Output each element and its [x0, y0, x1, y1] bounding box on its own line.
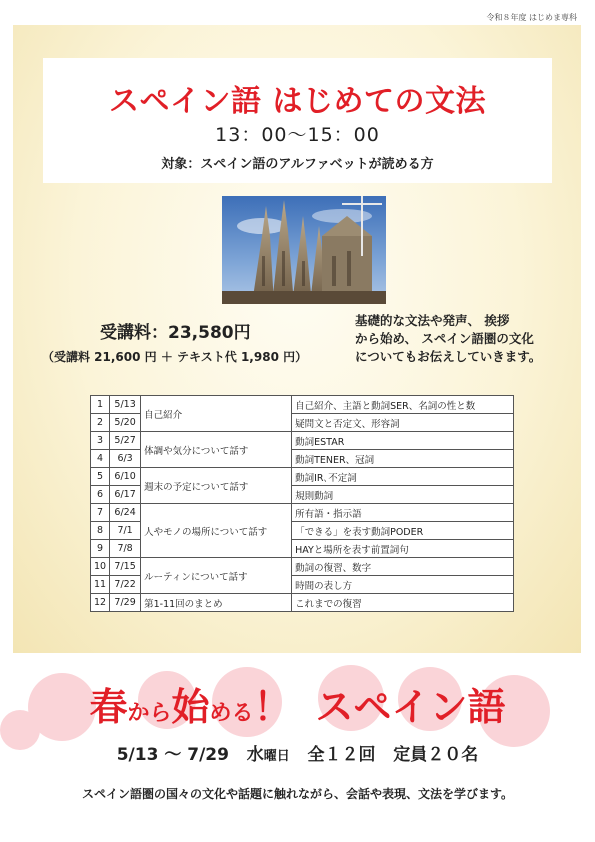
- session-number: 7: [91, 504, 110, 522]
- session-topic: 人やモノの場所について話す: [141, 504, 292, 558]
- weekday-suffix: 曜日: [263, 749, 290, 764]
- footer-text: スペイン語圏の国々の文化や話題に触れながら、会話や表現、文法を学びます。: [81, 787, 514, 801]
- session-content: 所有語・指示語: [292, 504, 514, 522]
- session-number: 4: [91, 450, 110, 468]
- session-number: 3: [91, 432, 110, 450]
- session-content: 動詞TENER、冠詞: [292, 450, 514, 468]
- session-date: 6/24: [110, 504, 141, 522]
- banner-part: 春: [89, 685, 128, 729]
- description-line: についてもお伝えしていきます。: [355, 349, 542, 364]
- session-number: 5: [91, 468, 110, 486]
- session-date: 7/8: [110, 540, 141, 558]
- table-row: [91, 432, 514, 450]
- table-row: [91, 396, 514, 414]
- weekday: 水: [246, 745, 264, 765]
- session-number: 1: [91, 396, 110, 414]
- session-date: 5/27: [110, 432, 141, 450]
- course-dates: [0, 740, 595, 765]
- course-target: 対象：スペイン語のアルファベットが読める方: [161, 157, 434, 172]
- session-date: 6/17: [110, 486, 141, 504]
- fee-main: 受講料：23,580円: [100, 323, 251, 343]
- session-number: 8: [91, 522, 110, 540]
- session-date: 6/10: [110, 468, 141, 486]
- date-range: 5/13 〜 7/29: [116, 745, 229, 765]
- banner-part: ！: [253, 685, 292, 729]
- course-title: スペイン語 はじめての文法: [109, 84, 486, 119]
- session-topic: 体調や気分について話す: [141, 432, 292, 468]
- session-date: 5/13: [110, 396, 141, 414]
- banner-part: から: [127, 701, 172, 726]
- description-line: から始め、 スペイン語圏の文化: [355, 331, 534, 346]
- session-number: 6: [91, 486, 110, 504]
- session-topic: 第1-11回のまとめ: [141, 594, 292, 612]
- banner-title: [0, 676, 595, 731]
- session-content: 「できる」を表す動詞PODER: [292, 522, 514, 540]
- session-content: 動詞の復習、数字: [292, 558, 514, 576]
- session-number: 12: [91, 594, 110, 612]
- session-content: 時間の表し方: [292, 576, 514, 594]
- session-number: 11: [91, 576, 110, 594]
- session-count: 全１２回: [307, 745, 376, 765]
- session-content: これまでの復習: [292, 594, 514, 612]
- table-row: [91, 594, 514, 612]
- schedule-table: [90, 395, 514, 612]
- session-number: 10: [91, 558, 110, 576]
- sagrada-familia-photo: [222, 196, 386, 304]
- sagrada-familia-illustration: [222, 196, 386, 304]
- description-line: 基礎的な文法や発声、 挨拶: [355, 313, 510, 328]
- course-description: [355, 312, 575, 366]
- session-topic: ルーティンについて話す: [141, 558, 292, 594]
- banner-part: める: [209, 701, 254, 726]
- fee-detail: （受講料 21,600 円 ＋ テキスト代 1,980 円）: [42, 350, 308, 364]
- course-time: 13：00〜15：00: [215, 124, 380, 146]
- session-date: 7/22: [110, 576, 141, 594]
- table-row: [91, 558, 514, 576]
- table-row: [91, 468, 514, 486]
- title-box: [43, 58, 552, 183]
- session-date: 5/20: [110, 414, 141, 432]
- session-date: 6/3: [110, 450, 141, 468]
- session-topic: 週末の予定について話す: [141, 468, 292, 504]
- session-number: 9: [91, 540, 110, 558]
- banner-part: 始: [171, 685, 210, 729]
- session-date: 7/15: [110, 558, 141, 576]
- session-date: 7/1: [110, 522, 141, 540]
- session-content: 動詞IR､不定詞: [292, 468, 514, 486]
- session-topic: 自己紹介: [141, 396, 292, 432]
- session-content: 自己紹介、主語と動詞SER、名詞の性と数: [292, 396, 514, 414]
- session-content: 規則動詞: [292, 486, 514, 504]
- capacity: 定員２０名: [393, 745, 479, 765]
- table-row: [91, 504, 514, 522]
- session-content: 疑問文と否定文、形容詞: [292, 414, 514, 432]
- session-content: HAYと場所を表す前置詞句: [292, 540, 514, 558]
- session-number: 2: [91, 414, 110, 432]
- header-note: 令和８年度 はじめま専科: [486, 13, 577, 22]
- session-content: 動詞ESTAR: [292, 432, 514, 450]
- banner-part: スペイン語: [315, 685, 506, 729]
- session-date: 7/29: [110, 594, 141, 612]
